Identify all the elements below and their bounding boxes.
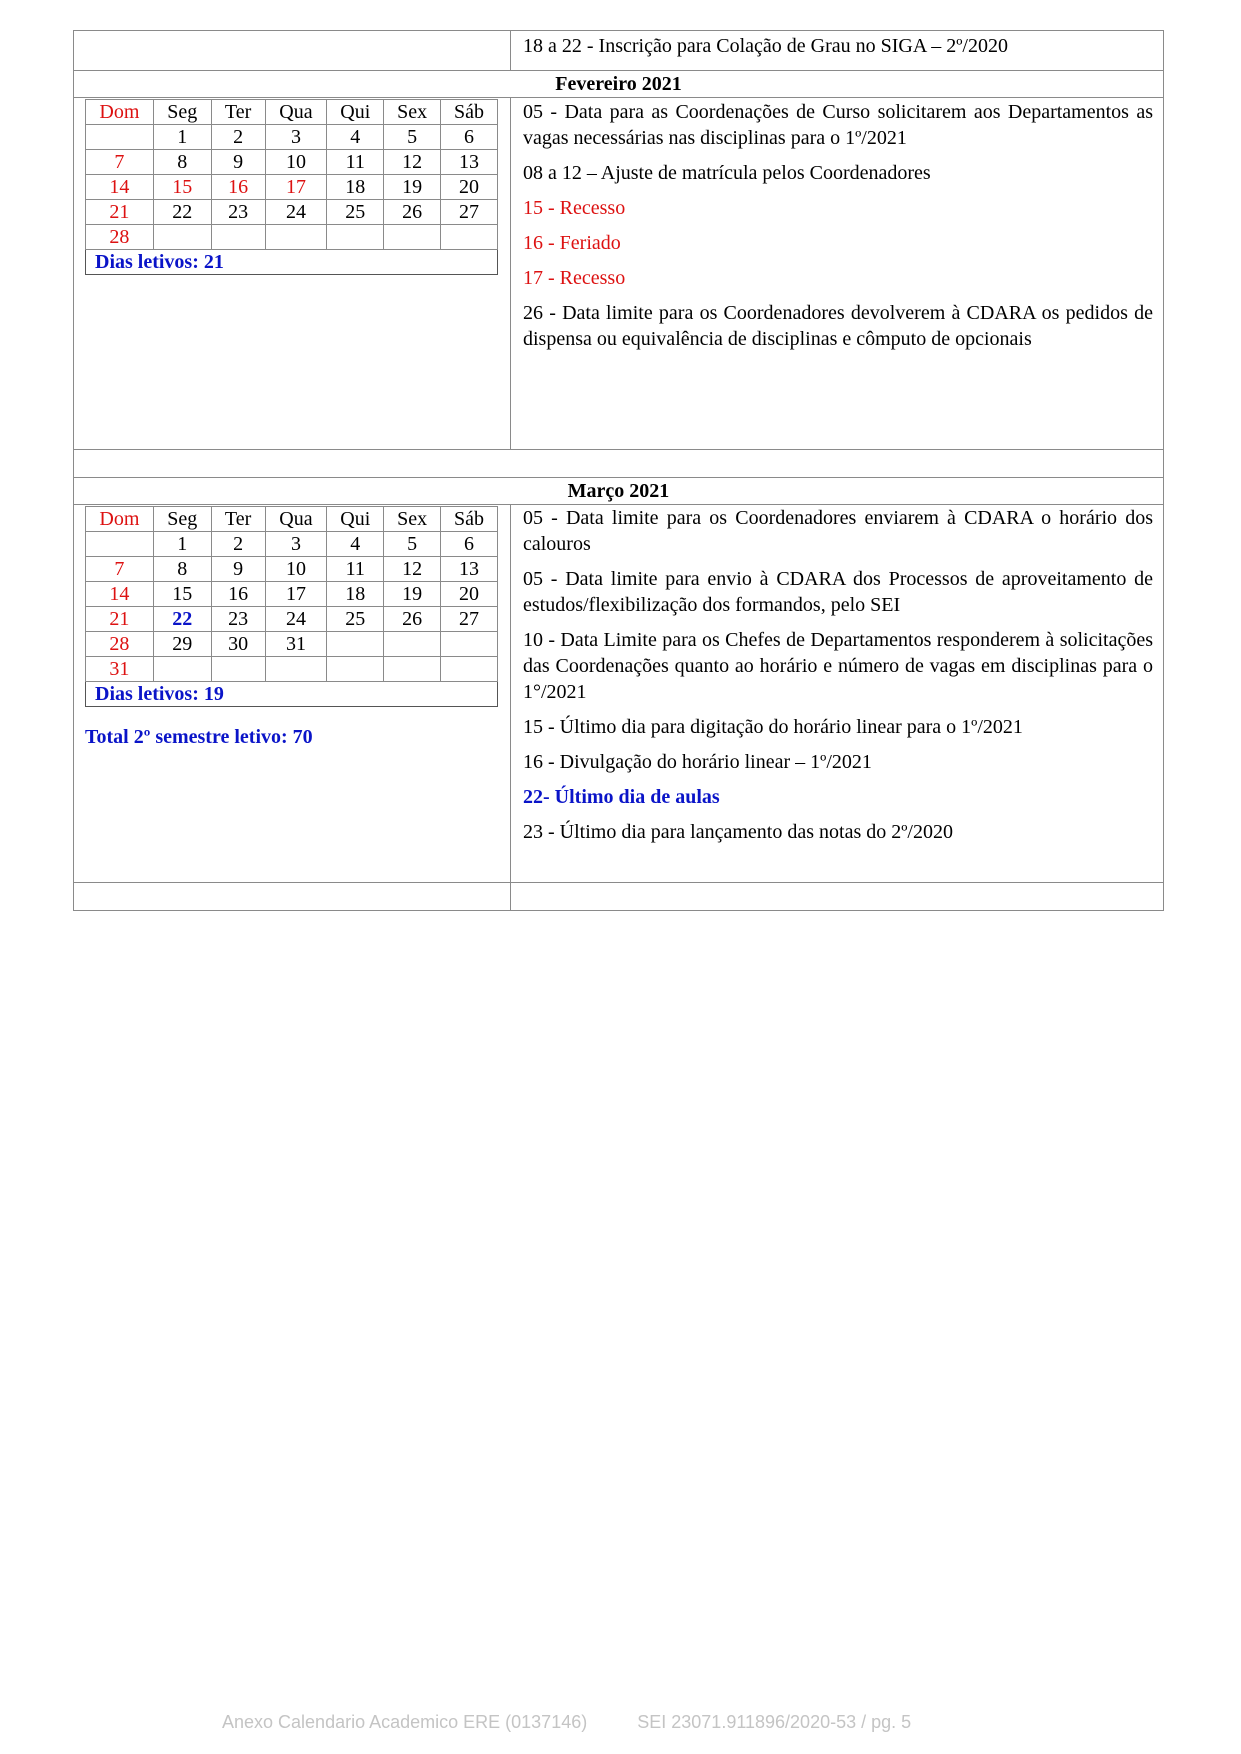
calendar-fevereiro — [85, 99, 498, 275]
page-footer — [222, 1712, 911, 1733]
calendar-week-row — [86, 582, 498, 607]
calendar-day-empty — [441, 632, 498, 657]
calendar-day: 24 — [265, 607, 327, 632]
calendar-day-empty — [441, 657, 498, 682]
calendar-day: 9 — [211, 150, 265, 175]
calendar-week-row — [86, 175, 498, 200]
calendar-day: 22 — [153, 200, 211, 225]
calendar-day: 2 — [211, 532, 265, 557]
calendar-event: 22- Último dia de aulas — [523, 786, 720, 808]
calendar-day: 12 — [384, 557, 441, 582]
fevereiro-events — [523, 99, 1153, 361]
weekday-header: Sáb — [441, 100, 498, 125]
calendar-event: 16 - Divulgação do horário linear – 1º/2021 — [523, 751, 872, 773]
weekday-header: Seg — [153, 100, 211, 125]
calendar-event: 05 - Data limite para envio à CDARA dos Processos de aproveitamento de estudos/flexibilização dos formandos, pelo SEI — [523, 568, 1153, 616]
calendar-day: 11 — [327, 557, 384, 582]
calendar-week-row — [86, 632, 498, 657]
calendar-day-empty — [153, 657, 211, 682]
calendar-day-empty — [86, 125, 154, 150]
dias-letivos: Dias letivos: 21 — [86, 250, 498, 275]
calendar-day: 26 — [384, 607, 441, 632]
calendar-day: 30 — [211, 632, 265, 657]
calendar-day: 2 — [211, 125, 265, 150]
marco-events — [523, 505, 1153, 854]
calendar-day: 22 — [153, 607, 211, 632]
calendar-day: 8 — [153, 150, 211, 175]
calendar-event: 05 - Data limite para os Coordenadores enviarem à CDARA o horário dos calouros — [523, 507, 1153, 555]
calendar-day-empty — [384, 632, 441, 657]
weekday-header: Dom — [86, 507, 154, 532]
calendar-day-empty — [211, 657, 265, 682]
calendar-day: 3 — [265, 532, 327, 557]
calendar-day: 4 — [327, 532, 384, 557]
weekday-header: Ter — [211, 507, 265, 532]
calendar-day: 9 — [211, 557, 265, 582]
calendar-day-empty — [327, 225, 384, 250]
calendar-day-empty — [327, 657, 384, 682]
bottom-row-right-cell — [510, 882, 1164, 911]
calendar-day-empty — [86, 532, 154, 557]
calendar-day: 28 — [86, 225, 154, 250]
calendar-day: 27 — [441, 200, 498, 225]
calendar-day-empty — [384, 657, 441, 682]
calendar-day: 3 — [265, 125, 327, 150]
calendar-day: 20 — [441, 175, 498, 200]
calendar-day: 10 — [265, 150, 327, 175]
calendar-day: 21 — [86, 607, 154, 632]
calendar-day: 25 — [327, 200, 384, 225]
spacer-row — [73, 449, 1164, 478]
calendar-day-empty — [211, 225, 265, 250]
calendar-week-row — [86, 557, 498, 582]
weekday-header: Dom — [86, 100, 154, 125]
calendar-week-row — [86, 200, 498, 225]
calendar-week-row — [86, 225, 498, 250]
calendar-week-row — [86, 657, 498, 682]
footer-spacer — [587, 1712, 637, 1732]
weekday-header: Ter — [211, 100, 265, 125]
top-row-left-cell — [73, 30, 511, 71]
calendar-day: 18 — [327, 582, 384, 607]
weekday-header: Sáb — [441, 507, 498, 532]
calendar-day: 6 — [441, 125, 498, 150]
month-title: Março 2021 — [567, 480, 670, 502]
calendar-day: 13 — [441, 557, 498, 582]
calendar-day: 16 — [211, 175, 265, 200]
calendar-day: 14 — [86, 175, 154, 200]
weekday-header: Qua — [265, 100, 327, 125]
weekday-header: Sex — [384, 100, 441, 125]
calendar-day: 26 — [384, 200, 441, 225]
calendar-day: 1 — [153, 532, 211, 557]
calendar-marco — [85, 506, 498, 707]
weekday-header: Qui — [327, 100, 384, 125]
calendar-day: 29 — [153, 632, 211, 657]
weekday-header: Sex — [384, 507, 441, 532]
event-inscricao-colacao: 18 a 22 - Inscrição para Colação de Grau no SIGA – 2º/2020 — [523, 35, 1008, 57]
weekday-header-row — [86, 507, 498, 532]
weekday-header: Seg — [153, 507, 211, 532]
calendar-day: 6 — [441, 532, 498, 557]
calendar-day: 8 — [153, 557, 211, 582]
calendar-day: 12 — [384, 150, 441, 175]
calendar-event: 15 - Recesso — [523, 197, 626, 219]
calendar-week-row — [86, 532, 498, 557]
calendar-day: 16 — [211, 582, 265, 607]
footer-reference: SEI 23071.911896/2020-53 / pg. 5 — [637, 1712, 912, 1732]
calendar-day: 5 — [384, 532, 441, 557]
calendar-day: 23 — [211, 200, 265, 225]
calendar-day: 7 — [86, 150, 154, 175]
calendar-day: 14 — [86, 582, 154, 607]
calendar-day: 7 — [86, 557, 154, 582]
calendar-day: 17 — [265, 175, 327, 200]
month-header-marco — [73, 477, 1164, 505]
weekday-header-row — [86, 100, 498, 125]
footer-document: Anexo Calendario Academico ERE (0137146) — [222, 1712, 588, 1732]
dias-letivos: Dias letivos: 19 — [86, 682, 498, 707]
calendar-event: 23 - Último dia para lançamento das notas do 2º/2020 — [523, 821, 953, 843]
calendar-day: 31 — [265, 632, 327, 657]
calendar-day-empty — [327, 632, 384, 657]
calendar-week-row — [86, 607, 498, 632]
calendar-day-empty — [265, 657, 327, 682]
calendar-day: 23 — [211, 607, 265, 632]
calendar-day: 11 — [327, 150, 384, 175]
calendar-week-row — [86, 150, 498, 175]
calendar-day-empty — [384, 225, 441, 250]
total-semestre-letivo: Total 2º semestre letivo: 70 — [85, 726, 313, 748]
calendar-day: 19 — [384, 175, 441, 200]
calendar-day: 25 — [327, 607, 384, 632]
calendar-day: 19 — [384, 582, 441, 607]
calendar-day: 20 — [441, 582, 498, 607]
calendar-day-empty — [153, 225, 211, 250]
calendar-day-empty — [265, 225, 327, 250]
calendar-day-empty — [441, 225, 498, 250]
calendar-day: 10 — [265, 557, 327, 582]
calendar-day: 13 — [441, 150, 498, 175]
calendar-week-row — [86, 125, 498, 150]
month-header-fevereiro — [73, 70, 1164, 98]
calendar-event: 05 - Data para as Coordenações de Curso solicitarem aos Departamentos as vagas necessárias nas disciplinas para o 1º/2021 — [523, 101, 1153, 149]
weekday-header: Qui — [327, 507, 384, 532]
calendar-day: 5 — [384, 125, 441, 150]
calendar-event: 10 - Data Limite para os Chefes de Departamentos responderem à solicitações das Coordenações quanto ao horário e número de vagas em disciplinas para o 1°/2021 — [523, 629, 1153, 703]
calendar-event: 15 - Último dia para digitação do horário linear para o 1º/2021 — [523, 716, 1023, 738]
calendar-day: 21 — [86, 200, 154, 225]
calendar-day: 17 — [265, 582, 327, 607]
calendar-day: 27 — [441, 607, 498, 632]
calendar-day: 18 — [327, 175, 384, 200]
calendar-event: 08 a 12 – Ajuste de matrícula pelos Coordenadores — [523, 162, 931, 184]
calendar-day: 15 — [153, 175, 211, 200]
calendar-event: 26 - Data limite para os Coordenadores devolverem à CDARA os pedidos de dispensa ou equivalência de disciplinas e cômputo de opcionais — [523, 302, 1153, 350]
calendar-day: 31 — [86, 657, 154, 682]
bottom-row-left-cell — [73, 882, 511, 911]
weekday-header: Qua — [265, 507, 327, 532]
top-row-right-cell — [510, 30, 1164, 71]
calendar-day: 4 — [327, 125, 384, 150]
calendar-day: 15 — [153, 582, 211, 607]
calendar-event: 16 - Feriado — [523, 232, 621, 254]
month-title: Fevereiro 2021 — [555, 73, 682, 95]
calendar-day: 28 — [86, 632, 154, 657]
calendar-day: 1 — [153, 125, 211, 150]
calendar-day: 24 — [265, 200, 327, 225]
calendar-event: 17 - Recesso — [523, 267, 626, 289]
